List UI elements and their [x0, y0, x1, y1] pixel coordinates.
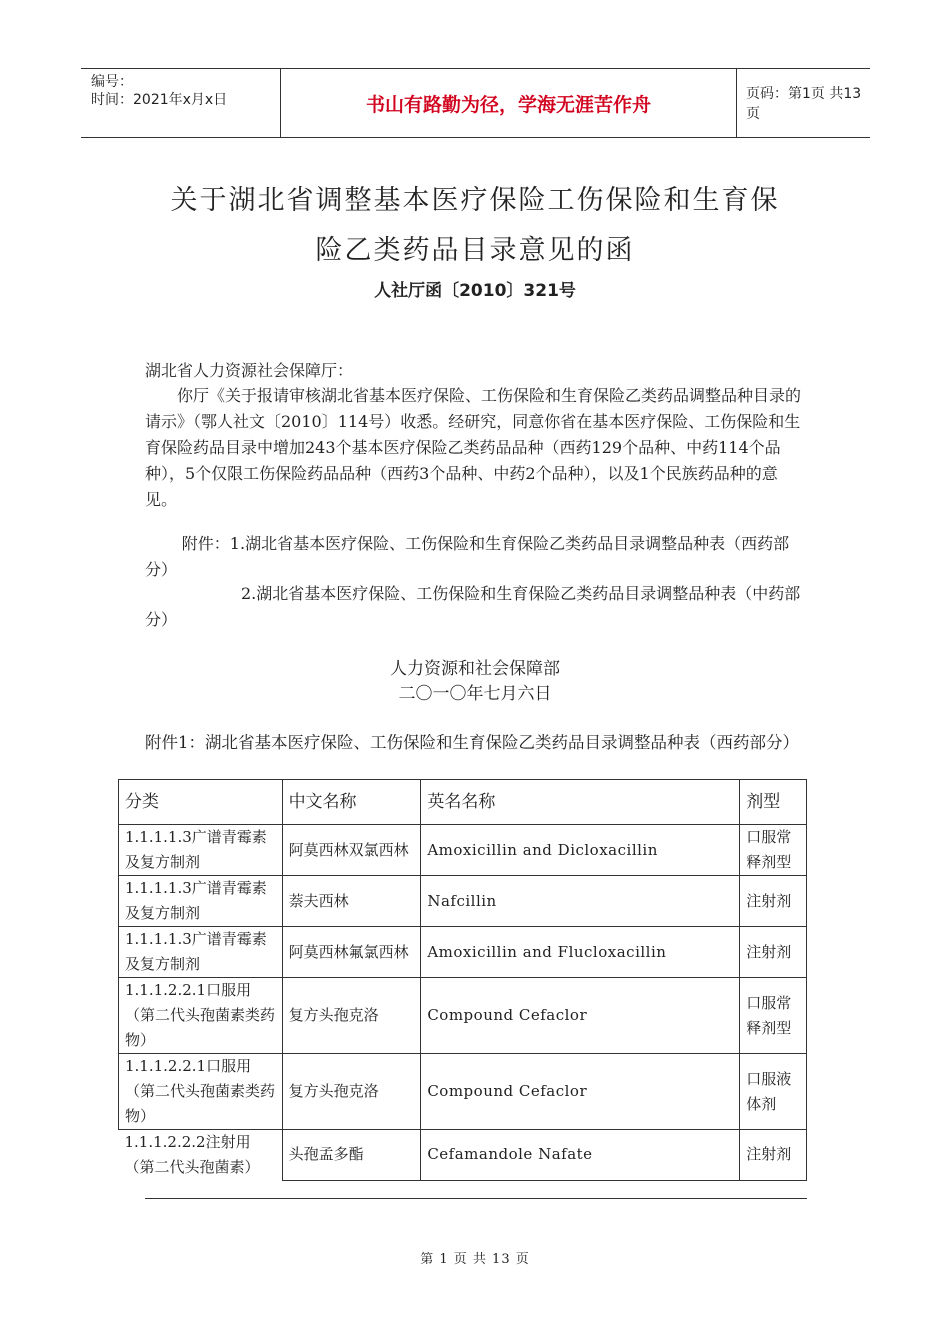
- number-label: 编号：: [91, 74, 133, 90]
- body-paragraph: 你厅《关于报请审核湖北省基本医疗保险、工伤保险和生育保险乙类药品调整品种目录的请示》（鄂人社文〔2010〕114号）收悉。经研究，同意你省在基本医疗保险、工伤保险和生育保险药品目录中增加243个基本医疗保险乙类药品品种（西药129个品种、中药114个品种），5个仅限工伤保险药品品种（西药3个品种、中药2个品种），以及1个民族药品种的意见。: [145, 386, 802, 509]
- cell-chinese-name: 萘夫西林: [282, 876, 421, 927]
- cell-dosage-form: 注射剂: [740, 927, 807, 978]
- appendix-title: 附件1：湖北省基本医疗保险、工伤保险和生育保险乙类药品目录调整品种表（西药部分）: [145, 733, 799, 752]
- cell-category: 1.1.1.2.2.1口服用（第二代头孢菌素类药物）: [119, 1054, 283, 1130]
- header-motto: 书山有路勤为径，学海无涯苦作舟: [281, 69, 737, 137]
- cell-dosage-form: 注射剂: [740, 1130, 807, 1181]
- table-bottom-rule: [145, 1198, 807, 1199]
- title-line-1: 关于湖北省调整基本医疗保险工伤保险和生育保: [170, 185, 780, 216]
- cell-english-name: Amoxicillin and Flucloxacillin: [421, 927, 740, 978]
- header-meta: [81, 69, 281, 137]
- cell-english-name: Amoxicillin and Dicloxacillin: [421, 825, 740, 876]
- cell-chinese-name: 头孢孟多酯: [282, 1130, 421, 1181]
- header-category: 分类: [119, 780, 283, 825]
- page-footer: 第 1 页 共 13 页: [420, 1252, 530, 1267]
- table-row: [119, 978, 807, 1054]
- title-line-2: 险乙类药品目录意见的函: [315, 235, 635, 266]
- addressee: 湖北省人力资源社会保障厅：: [145, 361, 354, 380]
- attachment-1: 附件：1.湖北省基本医疗保险、工伤保险和生育保险乙类药品目录调整品种表（西药部分）: [145, 534, 790, 579]
- cell-category: 1.1.1.1.3广谱青霉素及复方制剂: [119, 927, 283, 978]
- cell-dosage-form: 注射剂: [740, 876, 807, 927]
- sign-date: 二〇一〇年七月六日: [398, 684, 552, 704]
- cell-english-name: Cefamandole Nafate: [421, 1130, 740, 1181]
- cell-chinese-name: 阿莫西林双氯西林: [282, 825, 421, 876]
- cell-category: 1.1.1.2.2.1口服用（第二代头孢菌素类药物）: [119, 978, 283, 1054]
- header-page-info: 页码：第1页 共13页: [746, 86, 862, 122]
- table-row: [119, 1130, 807, 1181]
- cell-chinese-name: 阿莫西林氟氯西林: [282, 927, 421, 978]
- drug-table: [118, 779, 807, 1181]
- cell-category: 1.1.1.2.2.2注射用（第二代头孢菌素）: [119, 1130, 283, 1181]
- header-english-name: 英名名称: [421, 780, 740, 825]
- document-header: [81, 68, 870, 138]
- cell-chinese-name: 复方头孢克洛: [282, 1054, 421, 1130]
- time-label: 时间：2021年x月x日: [91, 92, 228, 108]
- cell-english-name: Nafcillin: [421, 876, 740, 927]
- table-row: [119, 876, 807, 927]
- table-row: [119, 1054, 807, 1130]
- cell-dosage-form: 口服常释剂型: [740, 825, 807, 876]
- table-header-row: [119, 780, 807, 825]
- cell-dosage-form: 口服液体剂: [740, 1054, 807, 1130]
- table-row: [119, 927, 807, 978]
- attachment-2: 2.湖北省基本医疗保险、工伤保险和生育保险乙类药品目录调整品种表（中药部分）: [145, 584, 801, 629]
- cell-dosage-form: 口服常释剂型: [740, 978, 807, 1054]
- cell-category: 1.1.1.1.3广谱青霉素及复方制剂: [119, 825, 283, 876]
- cell-english-name: Compound Cefaclor: [421, 1054, 740, 1130]
- cell-chinese-name: 复方头孢克洛: [282, 978, 421, 1054]
- sign-organization: 人力资源和社会保障部: [390, 659, 560, 679]
- cell-category: 1.1.1.1.3广谱青霉素及复方制剂: [119, 876, 283, 927]
- document-number: 人社厅函〔2010〕321号: [374, 281, 576, 301]
- header-chinese-name: 中文名称: [282, 780, 421, 825]
- header-dosage-form: 剂型: [740, 780, 807, 825]
- cell-english-name: Compound Cefaclor: [421, 978, 740, 1054]
- table-row: [119, 825, 807, 876]
